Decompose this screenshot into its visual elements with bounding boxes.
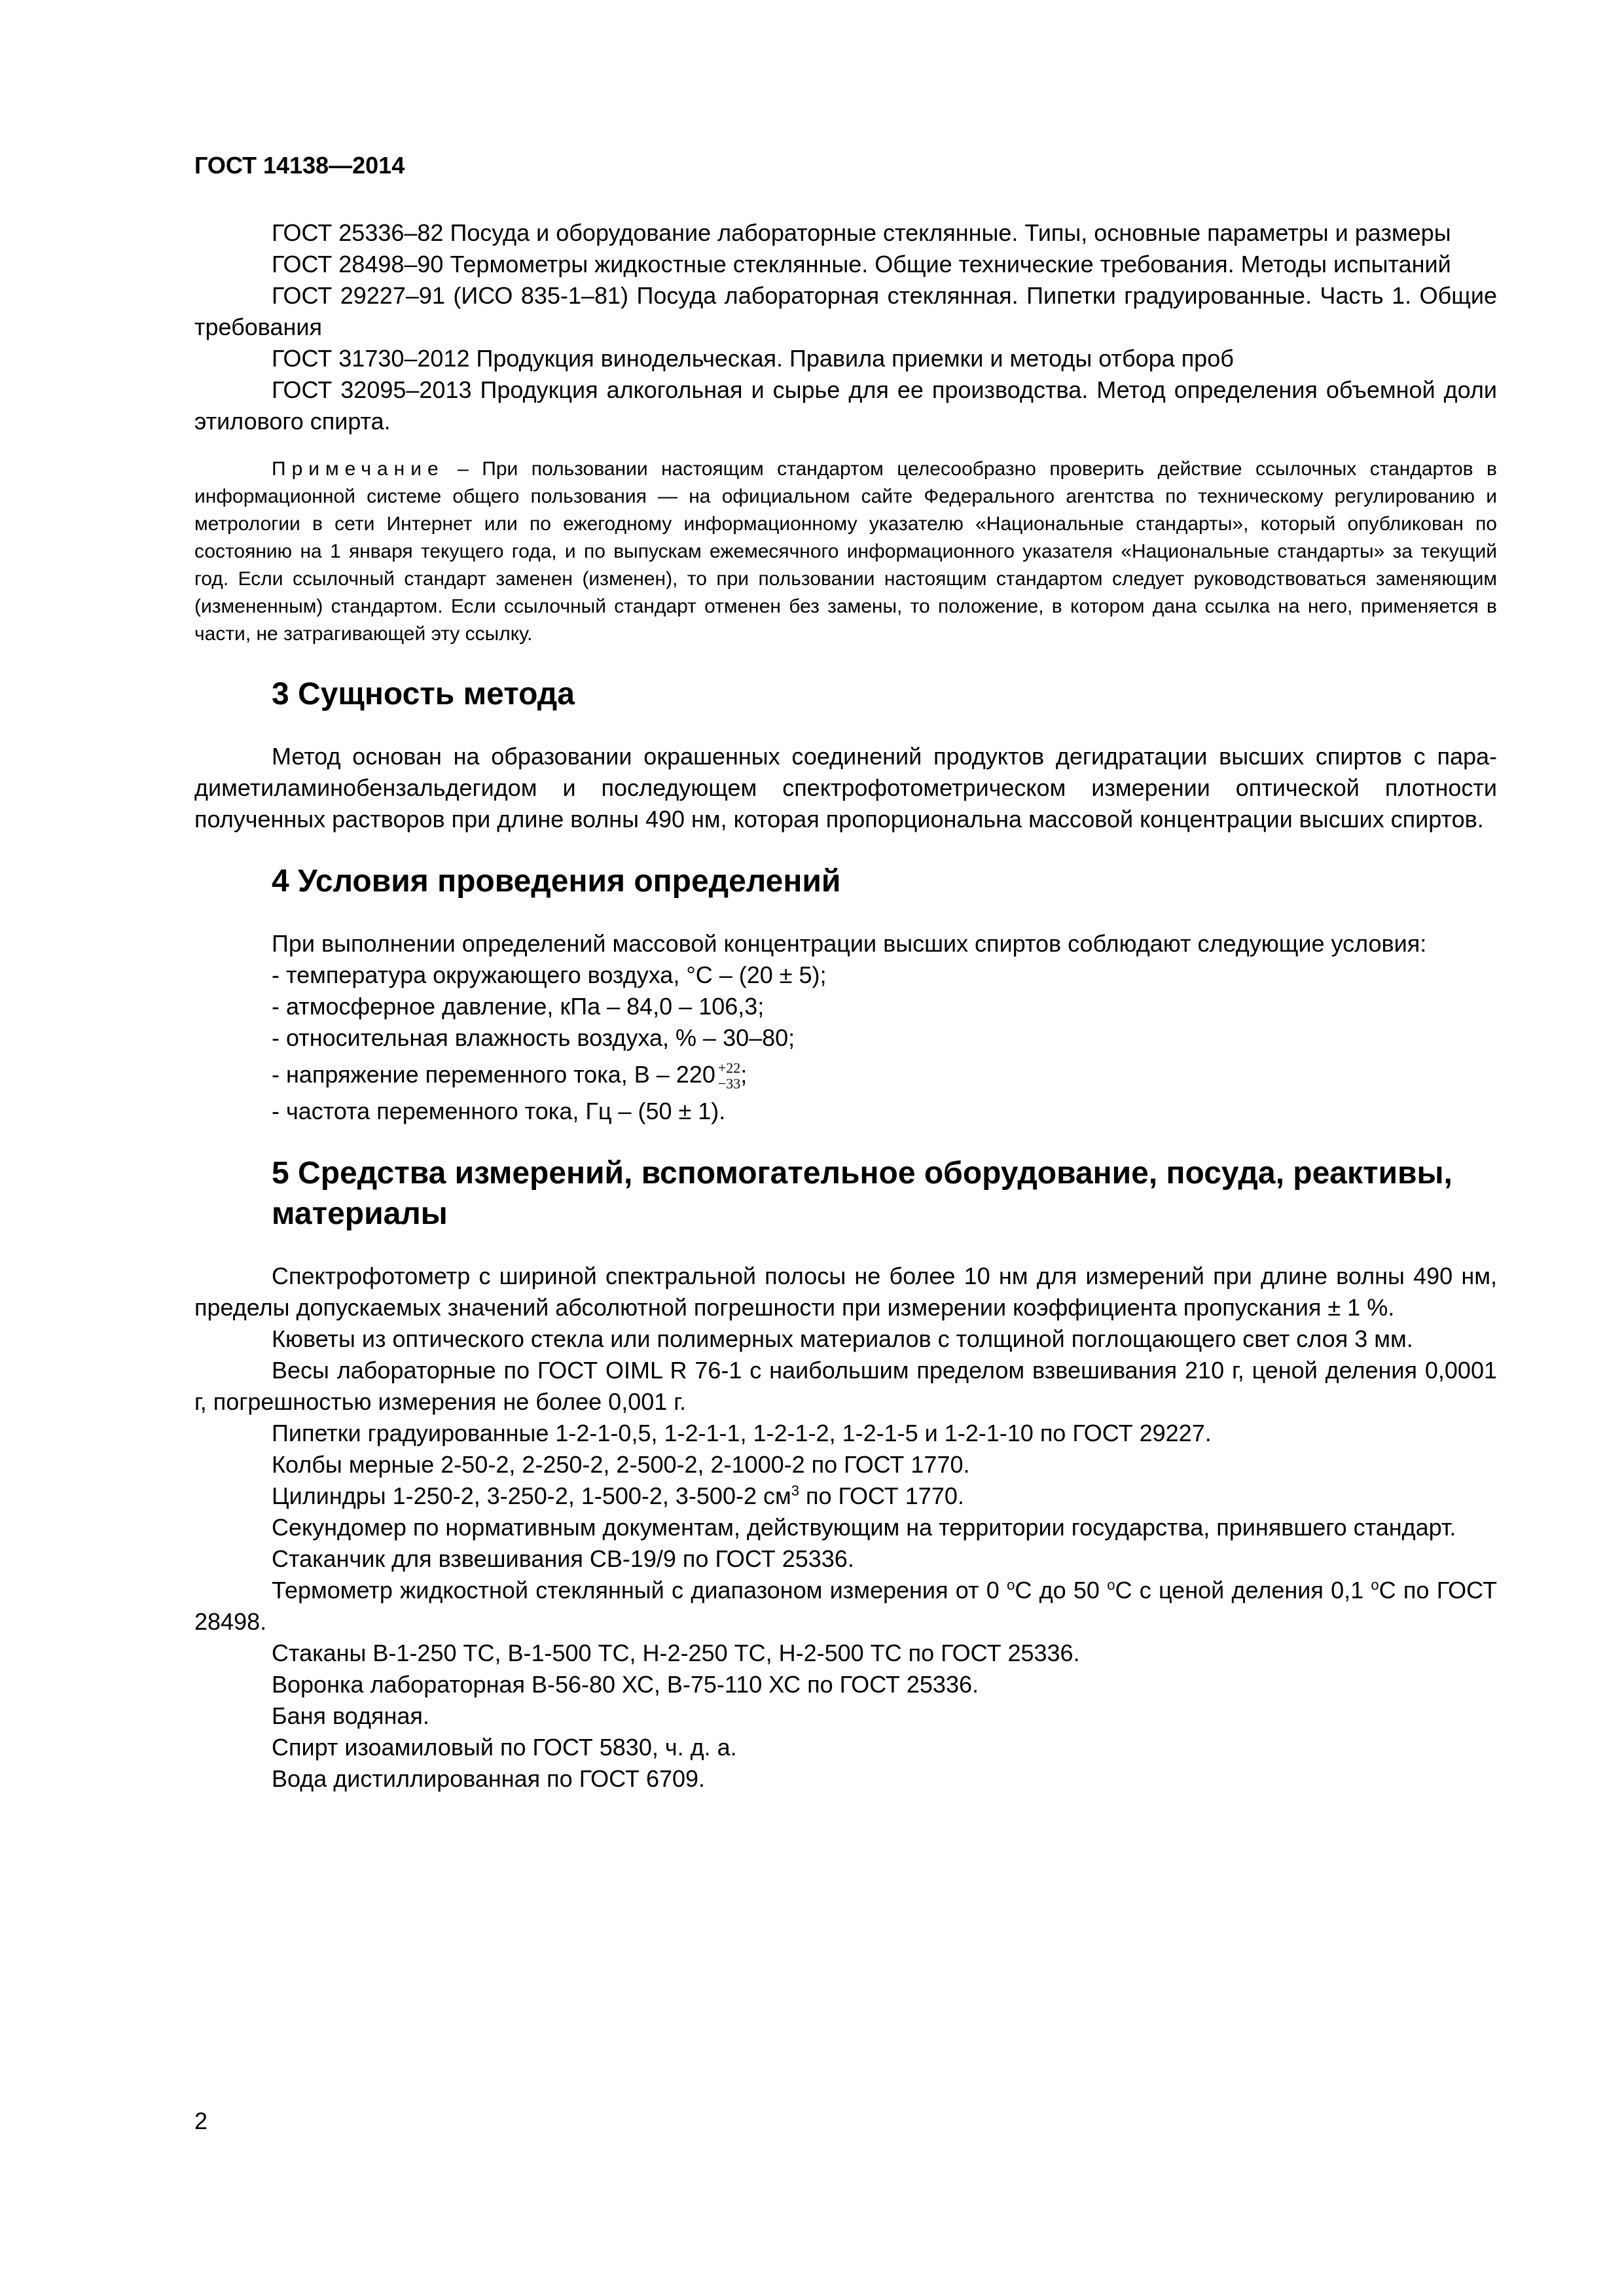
thermometer-text-b: С до 50 — [1015, 1577, 1108, 1604]
voltage-lower: −33 — [717, 1075, 741, 1092]
note-text: – При пользовании настоящим стандартом целесообразно проверить действие ссылочных стандартов в информационной системе общего пользования — на официальном сайте Федерального агентства по техническому регулированию и метрологии в сети Интернет или по ежегодному информационному указателю «Национальные стандарты», который опубликован по состоянию на 1 января текущего года, и по выпускам ежемесячного информационного указателя «Национальные стандарты» за текущий год. Если ссылочный стандарт заменен (изменен), то при пользовании настоящим стандартом следует руководствоваться заменяющим (измененным) стандартом. Если ссылочный стандарт отменен без замены, то положение, в котором дана ссылка на него, применяется в части, не затрагивающей эту ссылку. — [194, 458, 1497, 645]
section-3-heading: 3 Сущность метода — [272, 677, 575, 711]
thermometer-text-d: С по ГОСТ 28498. — [194, 1577, 1497, 1635]
equipment-item-thermometer — [194, 1575, 1497, 1638]
voltage-tolerance — [718, 1060, 740, 1092]
equipment-item: Кюветы из оптического стекла или полимерных материалов с толщиной поглощающего свет слоя 3 мм. — [272, 1325, 1413, 1352]
condition-item: - атмосферное давление, кПа – 84,0 – 106,3; — [272, 993, 765, 1020]
degree-mark: о — [1107, 1577, 1115, 1593]
reference-item: ГОСТ 29227–91 (ИСО 835-1–81) Посуда лабораторная стеклянная. Пипетки градуированные. Часть 1. Общие требования — [194, 282, 1497, 340]
equipment-item: Спирт изоамиловый по ГОСТ 5830, ч. д. а. — [272, 1734, 737, 1761]
section-3-text: Метод основан на образовании окрашенных соединений продуктов дегидратации высших спиртов с пара-диметиламинобензальдегидом и последующем спектрофотометрическом измерении оптической плотности полученных растворов при длине волны 490 нм, которая пропорциональна массовой концентрации высших спиртов. — [194, 743, 1497, 833]
equipment-item: Стаканы В-1-250 ТС, В-1-500 ТС, Н-2-250 ТС, Н-2-500 ТС по ГОСТ 25336. — [272, 1640, 1080, 1666]
page-body — [194, 217, 1497, 1795]
thermometer-text-c: С с ценой деления 0,1 — [1115, 1577, 1371, 1604]
standard-code-header: ГОСТ 14138—2014 — [194, 152, 405, 179]
voltage-suffix: ; — [740, 1061, 748, 1088]
condition-item: - частота переменного тока, Гц – (50 ± 1). — [272, 1098, 726, 1124]
condition-item: - температура окружающего воздуха, °С – (20 ± 5); — [272, 961, 827, 988]
equipment-item: Стаканчик для взвешивания СВ-19/9 по ГОСТ 25336. — [272, 1545, 854, 1572]
voltage-upper: +22 — [717, 1060, 741, 1077]
equipment-item: Спектрофотометр с шириной спектральной полосы не более 10 нм для измерений при длине волны 490 нм, пределы допускаемых значений абсолютной погрешности при измерении коэффициента пропускания ± 1 %. — [194, 1263, 1497, 1321]
equipment-item: Воронка лабораторная В-56-80 ХС, В-75-110 ХС по ГОСТ 25336. — [272, 1671, 979, 1698]
note-label: Примечание — [272, 458, 444, 480]
page-number: 2 — [194, 2108, 208, 2134]
equipment-item-cylinders — [194, 1480, 1497, 1512]
equipment-item: Пипетки градуированные 1-2-1-0,5, 1-2-1-1, 1-2-1-2, 1-2-1-5 и 1-2-1-10 по ГОСТ 29227. — [272, 1420, 1212, 1446]
degree-mark: о — [1371, 1577, 1379, 1593]
section-4-intro: При выполнении определений массовой концентрации высших спиртов соблюдают следующие условия: — [272, 930, 1427, 957]
note-paragraph — [194, 456, 1497, 648]
cylinders-suffix: по ГОСТ 1770. — [799, 1482, 964, 1509]
degree-mark: о — [1007, 1577, 1015, 1593]
condition-item: - относительная влажность воздуха, % – 30–80; — [272, 1024, 795, 1051]
cylinders-superscript: 3 — [791, 1482, 799, 1499]
section-4-heading: 4 Условия проведения определений — [272, 864, 841, 899]
reference-item: ГОСТ 28498–90 Термометры жидкостные стеклянные. Общие технические требования. Методы испытаний — [272, 251, 1451, 278]
thermometer-text-a: Термометр жидкостной стеклянный с диапазоном измерения от 0 — [272, 1577, 1007, 1604]
reference-item: ГОСТ 32095–2013 Продукция алкогольная и сырье для ее производства. Метод определения объемной доли этилового спирта. — [194, 376, 1497, 435]
equipment-item: Весы лабораторные по ГОСТ OIML R 76-1 с наибольшим пределом взвешивания 210 г, ценой деления 0,0001 г, погрешностью измерения не более 0,001 г. — [194, 1357, 1497, 1415]
section-5-heading: 5 Средства измерений, вспомогательное оборудование, посуда, реактивы, материалы — [272, 1156, 1453, 1231]
equipment-item: Вода дистиллированная по ГОСТ 6709. — [272, 1765, 706, 1792]
equipment-item: Секундомер по нормативным документам, действующим на территории государства, принявшего стандарт. — [272, 1514, 1456, 1541]
equipment-item: Колбы мерные 2-50-2, 2-250-2, 2-500-2, 2-1000-2 по ГОСТ 1770. — [272, 1451, 970, 1478]
cylinders-text: Цилиндры 1-250-2, 3-250-2, 1-500-2, 3-500-2 см — [272, 1482, 791, 1509]
voltage-text: - напряжение переменного тока, В – 220 — [272, 1061, 715, 1088]
reference-item: ГОСТ 25336–82 Посуда и оборудование лабораторные стеклянные. Типы, основные параметры и размеры — [272, 219, 1451, 246]
condition-item-voltage — [194, 1054, 1497, 1096]
reference-item: ГОСТ 31730–2012 Продукция винодельческая. Правила приемки и методы отбора проб — [272, 345, 1234, 372]
equipment-item: Баня водяная. — [272, 1702, 429, 1729]
